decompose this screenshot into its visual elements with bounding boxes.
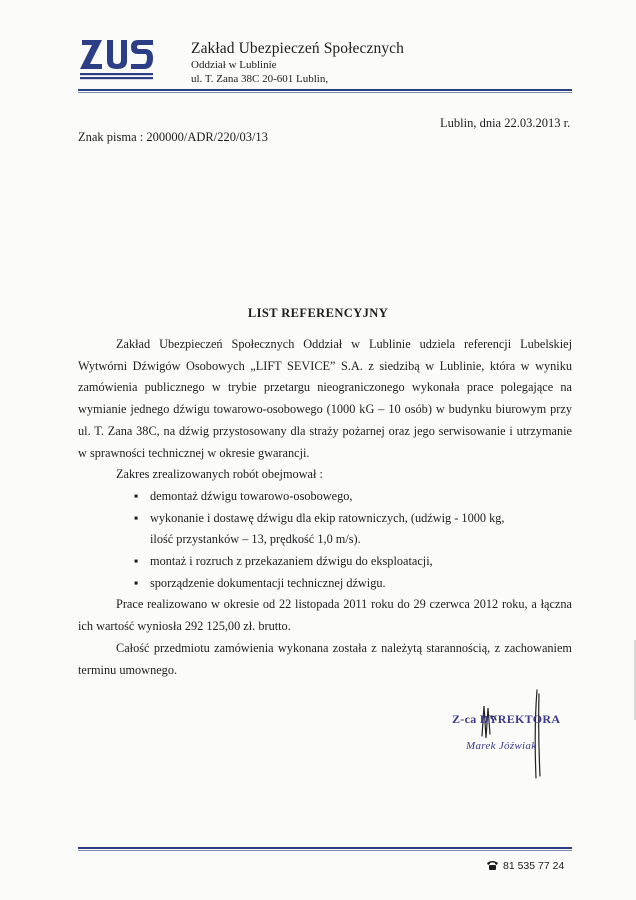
bullet-icon: ▪ xyxy=(134,510,139,525)
stamp-name: Marek Jóźwiak xyxy=(466,740,537,752)
bullet-icon: ▪ xyxy=(134,554,139,569)
scope-item xyxy=(78,573,572,595)
scope-item xyxy=(78,551,572,573)
place-date: Lublin, dnia 22.03.2013 r. xyxy=(440,116,571,130)
paragraph-period-value: Prace realizowano w okresie od 22 listopada 2011 roku do 29 czerwca 2012 roku, a łączna ich wartość wyniosła 292 125,00 zł. brutto. xyxy=(78,597,572,634)
paragraph-completion: Całość przedmiotu zamówienia wykonana została z należytą starannością, z zachowaniem terminu umownego. xyxy=(78,640,572,677)
header-rule-thin xyxy=(78,92,572,93)
header-rule xyxy=(78,89,572,91)
bullet-icon: ▪ xyxy=(134,488,139,503)
scope-item-continuation: ilość przystanków – 13, prędkość 1,0 m/s). xyxy=(150,532,361,547)
bullet-icon: ▪ xyxy=(134,575,139,590)
organization-address: ul. T. Zana 38C 20-601 Lublin, xyxy=(191,73,329,85)
department-name: Oddział w Lublinie xyxy=(191,59,277,71)
organization-name: Zakład Ubezpieczeń Społecznych xyxy=(191,40,405,57)
phone-number: 81 535 77 24 xyxy=(503,860,565,872)
handwritten-signature xyxy=(430,688,600,780)
reference-number: Znak pisma : 200000/ADR/220/03/13 xyxy=(78,130,268,144)
stamp-title: Z-ca DYREKTORA xyxy=(452,712,561,726)
footer-rule-thin xyxy=(78,850,572,851)
scope-item xyxy=(78,486,572,508)
footer-rule xyxy=(78,847,572,849)
paragraph-reference: Zakład Ubezpieczeń Społecznych Oddział w Lublinie udziela referencji Lubelskiej Wytwórni Dźwigów Osobowych „LIFT SEVICE” S.A. z siedzibą w Lublinie, która w wyniku zamówienia publicznego w trybie przetargu nieograniczonego wykonała prace polegające na wymianie jednego dźwigu towarowo-osobowego (1000 kG – 10 osób) w budynku biurowym przy ul. T. Zana 38C, na dźwig przystosowany dla straży pożarnej oraz jego serwisowanie i utrzymanie w sprawności technicznej w okresie gwarancji. xyxy=(78,337,572,460)
letter-body xyxy=(78,334,572,681)
telephone-icon xyxy=(486,860,499,871)
zus-logo xyxy=(78,36,158,86)
scope-item-text: sporządzenie dokumentacji technicznej dźwigu. xyxy=(150,575,386,590)
letter-title: LIST REFERENCYJNY xyxy=(247,306,389,320)
scope-intro: Zakres zrealizowanych robót obejmował : xyxy=(116,467,323,482)
scope-item-text: wykonanie i dostawę dźwigu dla ekip ratowniczych, (udźwig - 1000 kg, xyxy=(150,510,505,525)
scope-item-text: demontaż dźwigu towarowo-osobowego, xyxy=(150,488,353,503)
scope-item-text: montaż i rozruch z przekazaniem dźwigu do eksploatacji, xyxy=(150,554,433,569)
scope-item xyxy=(78,508,572,530)
